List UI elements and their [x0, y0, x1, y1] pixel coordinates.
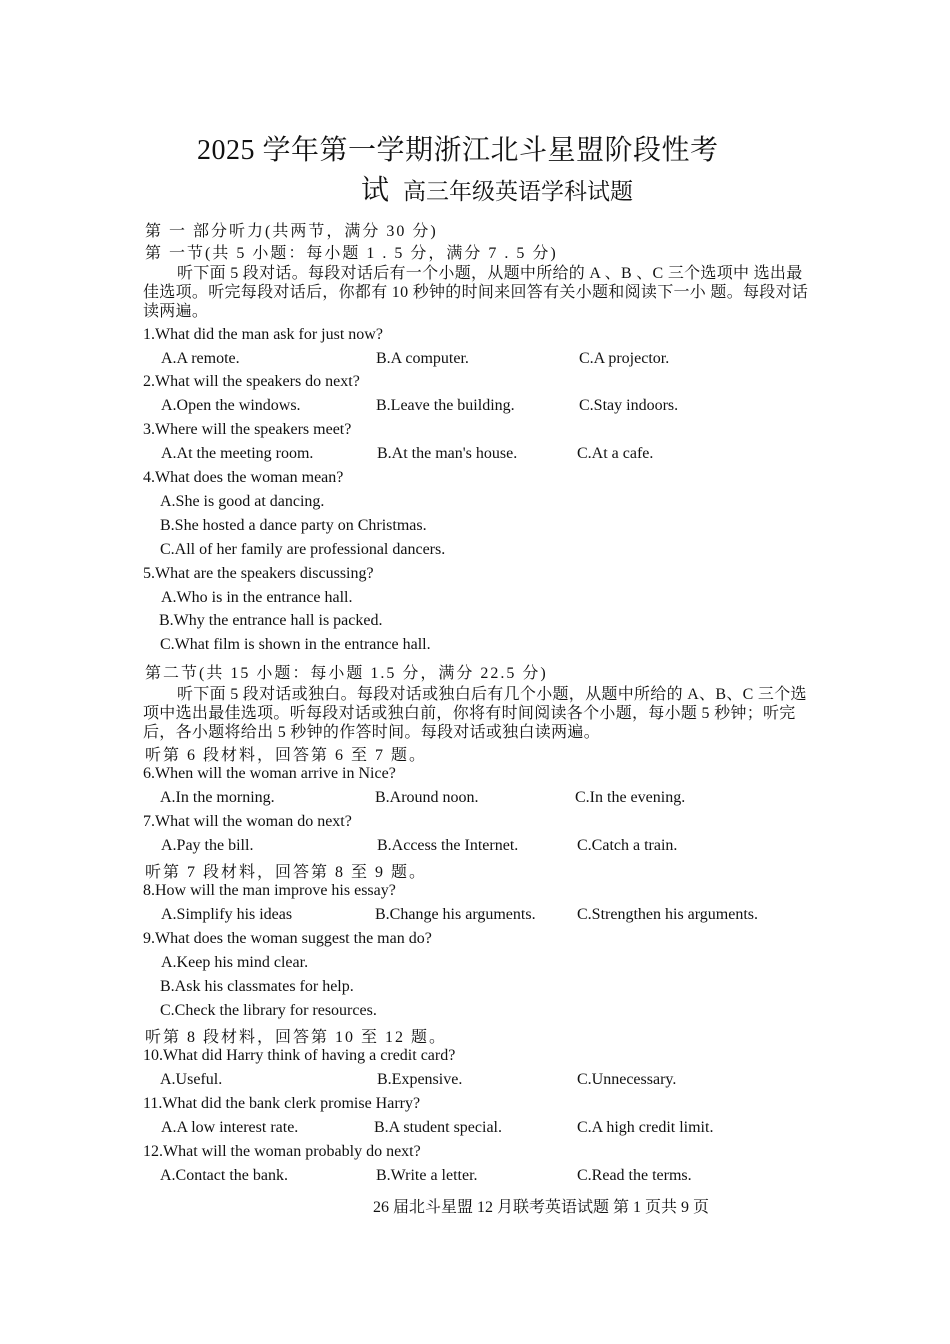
question-8-option-b: B.Change his arguments.: [375, 906, 536, 923]
question-1-option-a: A.A remote.: [161, 350, 240, 367]
question-8-stem: 8.How will the man improve his essay?: [143, 882, 396, 899]
question-12-option-a: A.Contact the bank.: [160, 1167, 288, 1184]
question-11-option-b: B.A student special.: [374, 1119, 502, 1136]
question-2-option-a: A.Open the windows.: [161, 397, 301, 414]
material-6-note: 听第 6 段材料，回答第 6 至 7 题。: [145, 747, 428, 764]
material-7-note: 听第 7 段材料，回答第 8 至 9 题。: [145, 864, 428, 881]
exam-title-line2-big: 试: [361, 175, 390, 206]
question-5-option-a: A.Who is in the entrance hall.: [161, 589, 353, 606]
question-7-stem: 7.What will the woman do next?: [143, 813, 352, 830]
question-7-option-b: B.Access the Internet.: [377, 837, 519, 854]
question-2-option-b: B.Leave the building.: [376, 397, 515, 414]
part1-heading: 第 一 部分听力(共两节，满分 30 分): [145, 223, 438, 240]
question-3-option-b: B.At the man's house.: [377, 445, 518, 462]
question-7-option-a: A.Pay the bill.: [161, 837, 254, 854]
question-1-option-c: C.A projector.: [579, 350, 670, 367]
question-9-option-a: A.Keep his mind clear.: [161, 954, 309, 971]
exam-title-line1: 2025 学年第一学期浙江北斗星盟阶段性考: [197, 135, 719, 166]
question-11-stem: 11.What did the bank clerk promise Harry?: [143, 1095, 421, 1112]
question-9-option-c: C.Check the library for resources.: [160, 1002, 377, 1019]
question-10-option-c: C.Unnecessary.: [577, 1071, 677, 1088]
section2-heading: 第二节(共 15 小题：每小题 1.5 分，满分 22.5 分): [145, 665, 548, 682]
question-3-option-c: C.At a cafe.: [577, 445, 654, 462]
section2-instructions: 听下面 5 段对话或独白。每段对话或独白后有几个小题，从题中所给的 A、B、C 三个选项中选出最佳选项。听每段对话或独白前，你将有时间阅读各个小题，每小题 5 秒钟；听完后，各小题将给出 5 秒钟的作答时间。每段对话或独白读两遍。: [143, 686, 807, 741]
question-8-option-a: A.Simplify his ideas: [161, 906, 293, 923]
question-6-option-c: C.In the evening.: [575, 789, 686, 806]
section1-instructions: 听下面 5 段对话。每段对话后有一个小题，从题中所给的 A 、B 、C 三个选项中 选出最佳选项。听完每段对话后，你都有 10 秒钟的时间来回答有关小题和阅读下一小 题。每段对话读两遍。: [143, 265, 809, 320]
question-10-option-a: A.Useful.: [160, 1071, 223, 1088]
question-1-stem: 1.What did the man ask for just now?: [143, 326, 383, 343]
question-6-option-b: B.Around noon.: [375, 789, 479, 806]
question-12-stem: 12.What will the woman probably do next?: [143, 1143, 421, 1160]
question-7-option-c: C.Catch a train.: [577, 837, 678, 854]
section1-heading: 第 一节(共 5 小题：每小题 1 . 5 分，满分 7 . 5 分): [145, 245, 558, 262]
question-11-option-c: C.A high credit limit.: [577, 1119, 714, 1136]
question-9-stem: 9.What does the woman suggest the man do?: [143, 930, 432, 947]
question-6-stem: 6.When will the woman arrive in Nice?: [143, 765, 396, 782]
question-6-option-a: A.In the morning.: [160, 789, 275, 806]
question-9-option-b: B.Ask his classmates for help.: [160, 978, 354, 995]
question-8-option-c: C.Strengthen his arguments.: [577, 906, 759, 923]
question-2-option-c: C.Stay indoors.: [579, 397, 679, 414]
question-10-stem: 10.What did Harry think of having a credit card?: [143, 1047, 456, 1064]
question-3-option-a: A.At the meeting room.: [161, 445, 314, 462]
question-11-option-a: A.A low interest rate.: [161, 1119, 299, 1136]
question-2-stem: 2.What will the speakers do next?: [143, 373, 360, 390]
question-4-option-b: B.She hosted a dance party on Christmas.: [160, 517, 427, 534]
material-8-note: 听第 8 段材料，回答第 10 至 12 题。: [145, 1029, 448, 1046]
question-1-option-b: B.A computer.: [376, 350, 469, 367]
question-5-option-b: B.Why the entrance hall is packed.: [159, 612, 383, 629]
question-12-option-c: C.Read the terms.: [577, 1167, 692, 1184]
question-5-option-c: C.What film is shown in the entrance hall.: [160, 636, 431, 653]
question-4-option-a: A.She is good at dancing.: [160, 493, 325, 510]
page-footer: 26 届北斗星盟 12 月联考英语试题 第 1 页共 9 页: [373, 1199, 710, 1216]
question-3-stem: 3.Where will the speakers meet?: [143, 421, 352, 438]
exam-title-line2: [361, 168, 633, 208]
question-10-option-b: B.Expensive.: [377, 1071, 463, 1088]
question-4-option-c: C.All of her family are professional dancers.: [160, 541, 446, 558]
question-5-stem: 5.What are the speakers discussing?: [143, 565, 374, 582]
question-4-stem: 4.What does the woman mean?: [143, 469, 344, 486]
exam-title-subject: 高三年级英语学科试题: [403, 179, 634, 204]
question-12-option-b: B.Write a letter.: [376, 1167, 478, 1184]
